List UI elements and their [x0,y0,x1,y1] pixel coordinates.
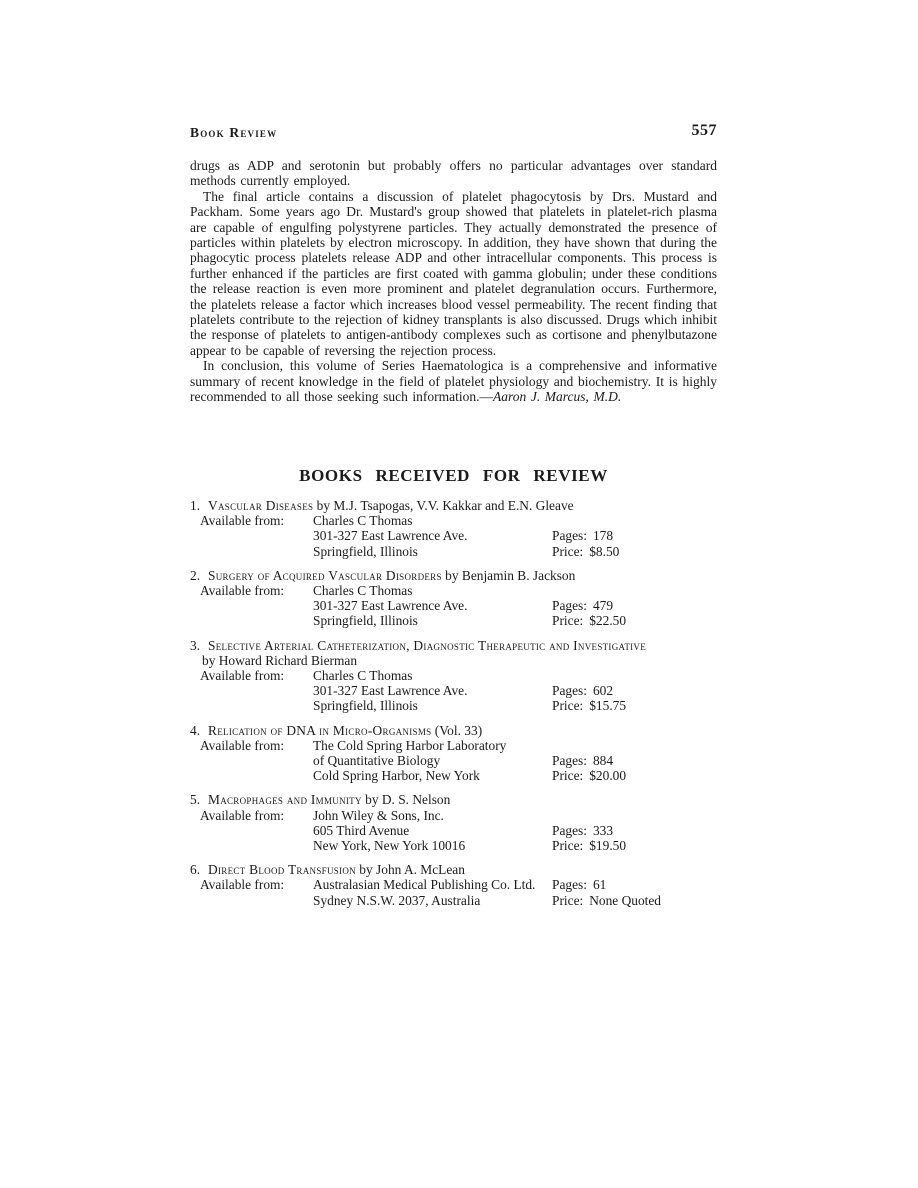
available-from-label: Available from: [200,807,285,823]
reviewer-signature: Aaron J. Marcus, M.D. [493,389,622,405]
books-received-list [190,498,717,917]
price-value: $20.00 [589,768,627,784]
price-value: $15.75 [589,698,627,714]
address-row [190,598,717,613]
book-entry [190,792,717,853]
book-entry [190,498,717,559]
pages-info [552,598,613,613]
pages-value: 333 [592,822,614,838]
publisher: Charles C Thomas [313,513,413,529]
book-entry [190,638,717,714]
pages-label: Pages: [552,822,587,838]
price-info [552,838,626,853]
pages-label: Pages: [552,877,587,893]
review-paragraph [190,358,717,404]
pages-info [552,877,606,892]
pages-value: 479 [592,598,614,614]
pages-label: Pages: [552,683,587,699]
book-authors: by D. S. Nelson [361,792,451,808]
address-line: 301-327 East Lawrence Ave. [313,683,468,699]
pages-info [552,683,613,698]
address-line: 301-327 East Lawrence Ave. [313,528,468,544]
book-number: 5. [190,792,201,808]
book-title: Relication of DNA in Micro-Organisms [208,722,432,738]
address-line: New York, New York 10016 [313,838,466,854]
price-info [552,768,626,783]
book-entry [190,862,717,908]
book-title: Selective Arterial Catheterization, Diagnostic Therapeutic and Investigative [208,637,647,653]
book-authors: by M.J. Tsapogas, V.V. Kakkar and E.N. Gleave [313,498,574,513]
book-authors: by Howard Richard Bierman [202,652,358,668]
book-number: 4. [190,722,201,738]
section-heading: BOOKS RECEIVED FOR REVIEW [299,466,608,485]
book-number: 1. [190,498,201,513]
price-value: $19.50 [589,838,627,854]
price-label: Price: [552,543,584,559]
book-entry [190,723,717,784]
price-label: Price: [552,613,584,629]
available-from-row [190,583,717,598]
price-info [552,893,661,908]
price-info [552,544,619,559]
available-from-label: Available from: [200,583,285,599]
address-row [190,823,717,838]
available-from-label: Available from: [200,513,285,529]
address-row [190,753,717,768]
pages-label: Pages: [552,753,587,769]
address-row [190,683,717,698]
book-title-line [190,498,717,513]
price-label: Price: [552,838,584,854]
book-title: Surgery of Acquired Vascular Disorders [208,567,442,583]
book-entry [190,568,717,629]
address-row [190,613,717,628]
pages-info [552,753,613,768]
publisher: John Wiley & Sons, Inc. [313,807,444,823]
book-title: Direct Blood Transfusion [208,862,356,878]
pages-label: Pages: [552,598,587,614]
address-line: Springfield, Illinois [313,543,418,559]
price-info [552,613,626,628]
book-number: 6. [190,862,201,878]
price-label: Price: [552,768,584,784]
book-authors: by Benjamin B. Jackson [441,567,576,583]
address-line: Springfield, Illinois [313,698,418,714]
address-line: Sydney N.S.W. 2037, Australia [313,892,481,908]
book-title-line [190,792,717,807]
price-value: $22.50 [589,613,627,629]
review-body [190,158,717,405]
pages-value: 178 [592,528,614,544]
pages-label: Pages: [552,528,587,544]
review-paragraph-text: In conclusion, this volume of Series Haematologica is a comprehensive and informative summary of recent knowledge in the field of platelet physiology and biochemistry. It is highly recommended to all those seeking such information.— [190,358,717,405]
available-from-row [190,877,717,892]
page-number: 557 [691,122,717,139]
address-line: Springfield, Illinois [313,613,418,629]
available-from-label: Available from: [200,737,285,753]
price-label: Price: [552,892,584,908]
book-title-line [190,862,717,877]
address-line: 605 Third Avenue [313,822,410,838]
review-paragraph: The final article contains a discussion of platelet phagocytosis by Drs. Mustard and Packham. Some years ago Dr. Mustard's group showed that platelets in platelet-rich plasma are capable of engulfing polystyrene particles. They actually demonstrated the presence of particles within platelets by electron microscopy. In addition, they have shown that during the phagocytic process platelets release ADP and other intracellular components. This process is further enhanced if the particles are first coated with gamma globulin; under these conditions the release reaction is even more prominent and platelet degranulation occurs. Furthermore, the platelets release a factor which increases blood vessel permeability. The recent finding that platelets contribute to the rejection of kidney transplants is also discussed. Drugs which inhibit the response of platelets to antigen-antibody complexes such as cortisone and phenylbutazone appear to be capable of reversing the rejection process. [190,188,717,358]
book-authors: by John A. McLean [355,862,465,878]
book-title-line [190,568,717,583]
pages-info [552,528,613,543]
address-row [190,893,717,908]
book-volume: (Vol. 33) [431,722,483,738]
available-from-row [190,738,717,753]
pages-value: 602 [592,683,614,699]
available-from-row [190,808,717,823]
publisher: The Cold Spring Harbor Laboratory [313,737,507,753]
address-row [190,528,717,543]
price-info [552,698,626,713]
book-title-line [190,638,717,653]
book-number: 2. [190,567,201,583]
available-from-label: Available from: [200,668,285,684]
available-from-label: Available from: [200,877,285,893]
publisher: Australasian Medical Publishing Co. Ltd. [313,877,536,893]
running-title: Book Review [190,125,278,140]
address-line: 301-327 East Lawrence Ave. [313,598,468,614]
book-title-line [190,723,717,738]
book-title: Macrophages and Immunity [208,792,362,808]
address-row [190,698,717,713]
book-number: 3. [190,637,201,653]
price-value: $8.50 [589,543,620,559]
address-line: of Quantitative Biology [313,753,441,769]
address-line: Cold Spring Harbor, New York [313,768,480,784]
pages-info [552,823,613,838]
running-head [190,122,717,142]
price-label: Price: [552,698,584,714]
address-row [190,768,717,783]
pages-value: 61 [592,877,607,893]
address-row [190,838,717,853]
pages-value: 884 [592,753,614,769]
available-from-row [190,668,717,683]
book-title: Vascular Diseases [208,498,314,513]
price-value: None Quoted [589,892,662,908]
address-row [190,544,717,559]
publisher: Charles C Thomas [313,668,413,684]
available-from-row [190,513,717,528]
review-paragraph: drugs as ADP and serotonin but probably offers no particular advantages over standard methods currently employed. [190,158,717,189]
publisher: Charles C Thomas [313,583,413,599]
